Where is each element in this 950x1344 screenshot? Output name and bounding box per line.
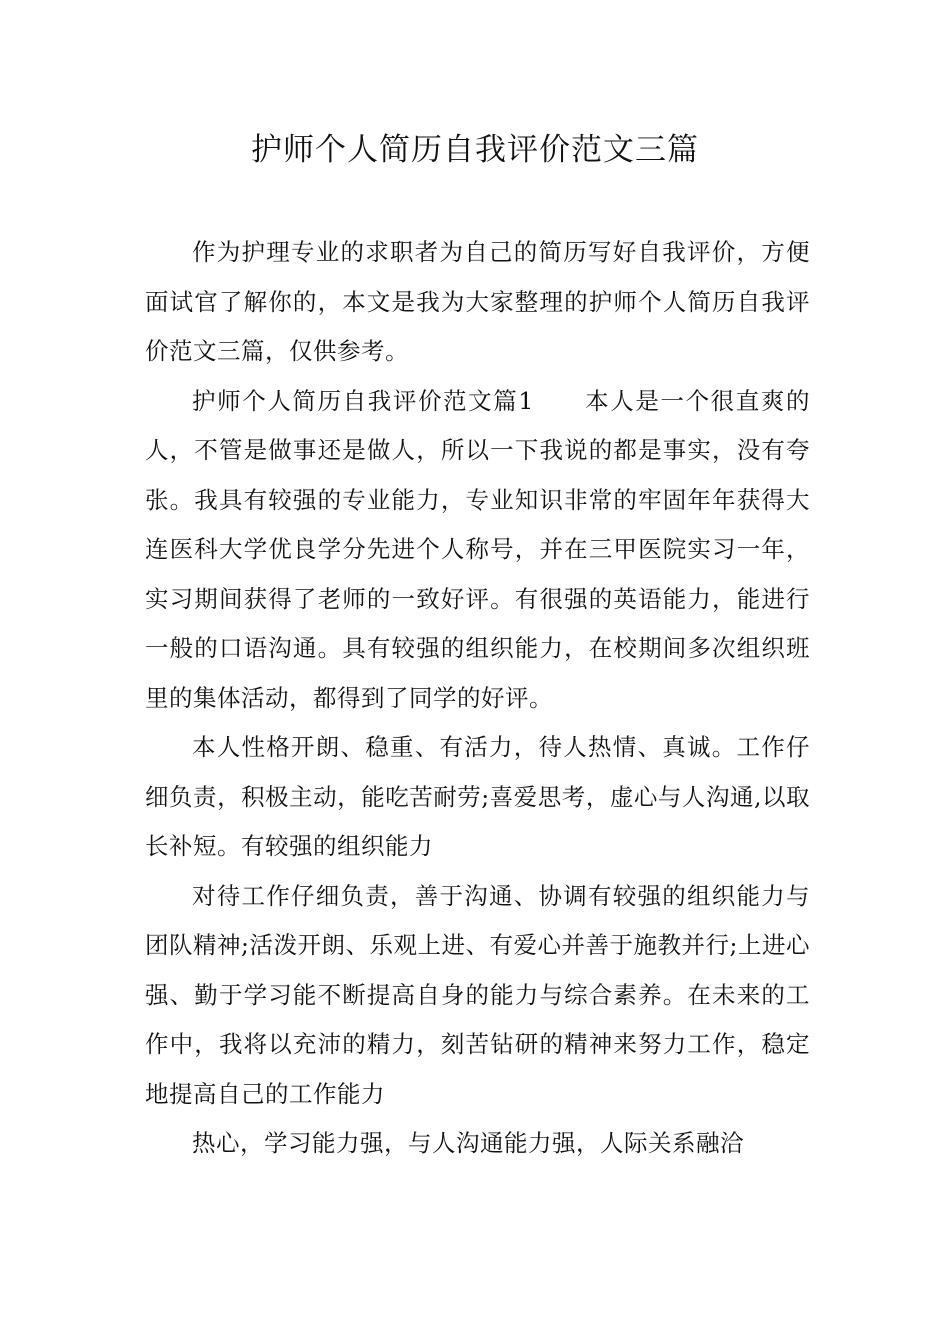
document-body bbox=[145, 228, 810, 1169]
paragraph-intro: 作为护理专业的求职者为自己的简历写好自我评价，方便面试官了解你的，本文是我为大家整理的护师个人简历自我评价范文三篇，仅供参考。 bbox=[145, 238, 810, 365]
paragraph-enthusiasm: 热心，学习能力强，与人沟通能力强，人际关系融洽 bbox=[192, 1129, 744, 1157]
document-title: 护师个人简历自我评价范文三篇 bbox=[251, 132, 699, 168]
paragraph-sample-1: 护师个人简历自我评价范文篇1 本人是一个很直爽的人，不管是做事还是做人，所以一下我说的都是事实，没有夸张。我具有较强的专业能力，专业知识非常的牢固年年获得大连医科大学优良学分先进个人称号，并在三甲医院实习一年，实习期间获得了老师的一致好评。有很强的英语能力，能进行一般的口语沟通。具有较强的组织能力，在校期间多次组织班里的集体活动，都得到了同学的好评。 bbox=[145, 386, 810, 712]
paragraph-work-attitude: 对待工作仔细负责，善于沟通、协调有较强的组织能力与团队精神;活泼开朗、乐观上进、有爱心并善于施教并行;上进心强、勤于学习能不断提高自身的能力与综合素养。在未来的工作中，我将以充沛的精力，刻苦钻研的精神来努力工作，稳定地提高自己的工作能力 bbox=[145, 881, 810, 1108]
paragraph-personality: 本人性格开朗、稳重、有活力，待人热情、真诚。工作仔细负责，积极主动，能吃苦耐劳;喜爱思考，虚心与人沟通,以取长补短。有较强的组织能力 bbox=[145, 733, 810, 860]
